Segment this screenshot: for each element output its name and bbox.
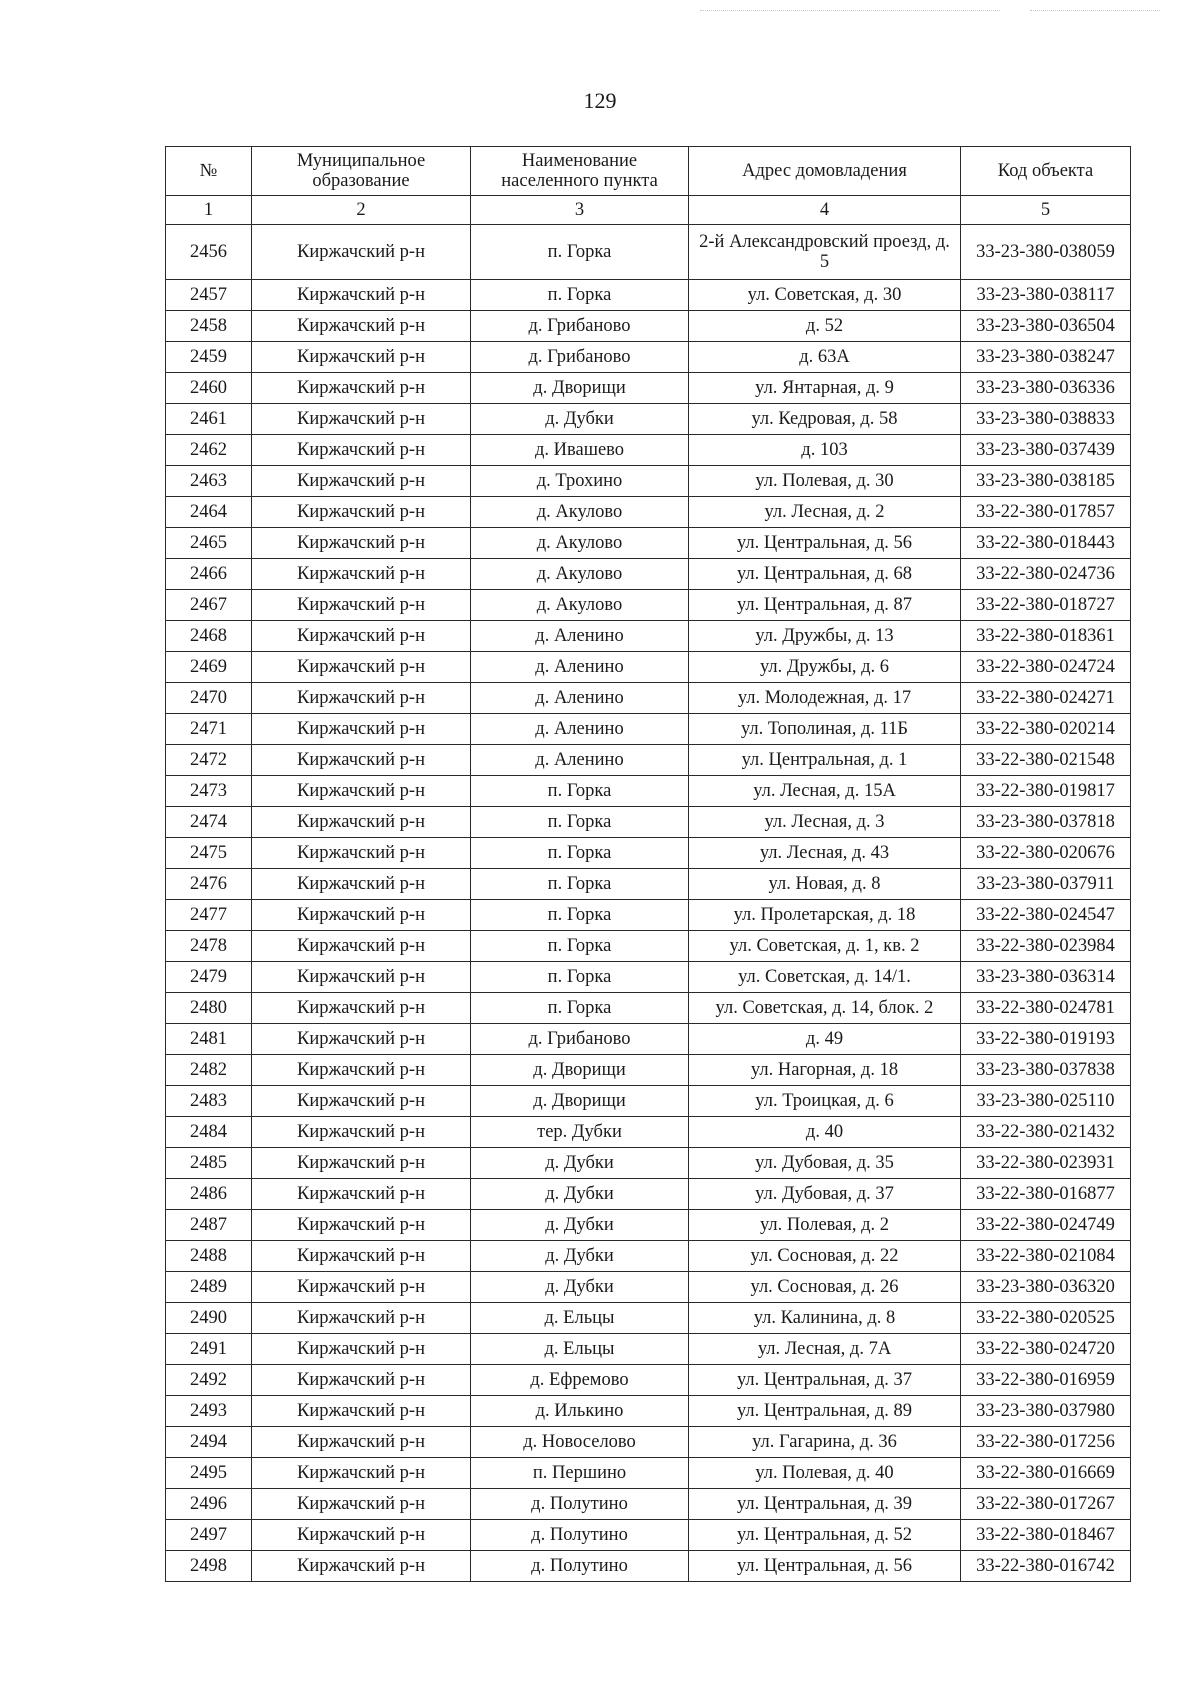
page-number: 129 (583, 88, 617, 113)
object-code-cell: 33-22-380-020676 (961, 838, 1131, 869)
row-number-cell: 2475 (166, 838, 252, 869)
settlement-cell: п. Горка (471, 225, 689, 280)
column-number-row (166, 196, 1131, 225)
settlement-cell: тер. Дубки (471, 1117, 689, 1148)
object-code-cell: 33-22-380-021084 (961, 1241, 1131, 1272)
municipality-cell: Киржачский р-н (252, 683, 471, 714)
settlement-cell: д. Грибаново (471, 311, 689, 342)
table-row (166, 1303, 1131, 1334)
municipality-cell: Киржачский р-н (252, 1365, 471, 1396)
address-cell: д. 103 (689, 435, 961, 466)
column-number: 5 (961, 196, 1131, 225)
table-row (166, 559, 1131, 590)
address-cell: ул. Дубовая, д. 37 (689, 1179, 961, 1210)
settlement-cell: п. Першино (471, 1458, 689, 1489)
table-row (166, 404, 1131, 435)
address-cell: ул. Лесная, д. 2 (689, 497, 961, 528)
settlement-cell: д. Трохино (471, 466, 689, 497)
object-code-cell: 33-22-380-016742 (961, 1551, 1131, 1582)
settlement-cell: д. Дворищи (471, 1055, 689, 1086)
scan-artifact-line (1030, 10, 1160, 11)
object-code-cell: 33-22-380-018361 (961, 621, 1131, 652)
settlement-cell: п. Горка (471, 931, 689, 962)
object-code-cell: 33-22-380-021548 (961, 745, 1131, 776)
table-row (166, 993, 1131, 1024)
object-code-cell: 33-22-380-019817 (961, 776, 1131, 807)
row-number-cell: 2465 (166, 528, 252, 559)
settlement-cell: д. Аленино (471, 745, 689, 776)
table-body (166, 225, 1131, 1582)
address-cell: ул. Сосновая, д. 22 (689, 1241, 961, 1272)
settlement-cell: д. Дубки (471, 1148, 689, 1179)
municipality-cell: Киржачский р-н (252, 559, 471, 590)
settlement-cell: п. Горка (471, 838, 689, 869)
object-code-cell: 33-23-380-038185 (961, 466, 1131, 497)
address-cell: ул. Молодежная, д. 17 (689, 683, 961, 714)
object-code-cell: 33-23-380-036504 (961, 311, 1131, 342)
row-number-cell: 2470 (166, 683, 252, 714)
row-number-cell: 2466 (166, 559, 252, 590)
row-number-cell: 2480 (166, 993, 252, 1024)
object-code-cell: 33-22-380-024749 (961, 1210, 1131, 1241)
address-cell: ул. Сосновая, д. 26 (689, 1272, 961, 1303)
address-cell: ул. Советская, д. 1, кв. 2 (689, 931, 961, 962)
object-code-cell: 33-23-380-037818 (961, 807, 1131, 838)
row-number-cell: 2476 (166, 869, 252, 900)
row-number-cell: 2469 (166, 652, 252, 683)
column-number: 1 (166, 196, 252, 225)
municipality-cell: Киржачский р-н (252, 1241, 471, 1272)
address-cell: ул. Советская, д. 14, блок. 2 (689, 993, 961, 1024)
address-cell: ул. Центральная, д. 52 (689, 1520, 961, 1551)
object-code-cell: 33-22-380-018727 (961, 590, 1131, 621)
settlement-cell: д. Полутино (471, 1551, 689, 1582)
scan-artifact-line (700, 10, 1000, 11)
object-code-cell: 33-23-380-036320 (961, 1272, 1131, 1303)
row-number-cell: 2481 (166, 1024, 252, 1055)
object-code-cell: 33-23-380-037439 (961, 435, 1131, 466)
address-cell: ул. Лесная, д. 43 (689, 838, 961, 869)
municipality-cell: Киржачский р-н (252, 869, 471, 900)
object-code-cell: 33-23-380-038117 (961, 280, 1131, 311)
settlement-cell: д. Дубки (471, 1179, 689, 1210)
municipality-cell: Киржачский р-н (252, 838, 471, 869)
settlement-cell: д. Дубки (471, 1210, 689, 1241)
settlement-cell: д. Полутино (471, 1489, 689, 1520)
row-number-cell: 2474 (166, 807, 252, 838)
object-code-cell: 33-23-380-037980 (961, 1396, 1131, 1427)
settlement-cell: д. Аленино (471, 683, 689, 714)
table-row (166, 807, 1131, 838)
address-cell: ул. Пролетарская, д. 18 (689, 900, 961, 931)
municipality-cell: Киржачский р-н (252, 1551, 471, 1582)
table-row (166, 652, 1131, 683)
row-number-cell: 2498 (166, 1551, 252, 1582)
settlement-cell: д. Дворищи (471, 373, 689, 404)
table-row (166, 714, 1131, 745)
settlement-cell: д. Ивашево (471, 435, 689, 466)
settlement-cell: д. Грибаново (471, 342, 689, 373)
settlement-cell: д. Акулово (471, 590, 689, 621)
object-code-cell: 33-22-380-024736 (961, 559, 1131, 590)
municipality-cell: Киржачский р-н (252, 225, 471, 280)
object-code-cell: 33-22-380-017857 (961, 497, 1131, 528)
settlement-cell: п. Горка (471, 962, 689, 993)
municipality-cell: Киржачский р-н (252, 373, 471, 404)
object-code-cell: 33-22-380-024271 (961, 683, 1131, 714)
row-number-cell: 2487 (166, 1210, 252, 1241)
row-number-cell: 2459 (166, 342, 252, 373)
row-number-cell: 2482 (166, 1055, 252, 1086)
address-cell: д. 40 (689, 1117, 961, 1148)
table-row (166, 1365, 1131, 1396)
municipality-cell: Киржачский р-н (252, 1303, 471, 1334)
settlement-cell: д. Полутино (471, 1520, 689, 1551)
address-cell: д. 63А (689, 342, 961, 373)
table-row (166, 1396, 1131, 1427)
table-row (166, 497, 1131, 528)
municipality-cell: Киржачский р-н (252, 900, 471, 931)
address-cell: ул. Центральная, д. 87 (689, 590, 961, 621)
address-cell: д. 52 (689, 311, 961, 342)
object-code-cell: 33-22-380-020214 (961, 714, 1131, 745)
address-cell: ул. Советская, д. 14/1. (689, 962, 961, 993)
settlement-cell: п. Горка (471, 869, 689, 900)
object-code-cell: 33-23-380-025110 (961, 1086, 1131, 1117)
municipality-cell: Киржачский р-н (252, 342, 471, 373)
header-object-code: Код объекта (961, 147, 1131, 196)
register-table (165, 146, 1131, 1582)
header-address: Адрес домовладения (689, 147, 961, 196)
table-row (166, 528, 1131, 559)
table-row (166, 280, 1131, 311)
municipality-cell: Киржачский р-н (252, 745, 471, 776)
municipality-cell: Киржачский р-н (252, 404, 471, 435)
settlement-cell: д. Акулово (471, 559, 689, 590)
object-code-cell: 33-22-380-023984 (961, 931, 1131, 962)
object-code-cell: 33-22-380-024781 (961, 993, 1131, 1024)
table-row (166, 1241, 1131, 1272)
row-number-cell: 2464 (166, 497, 252, 528)
municipality-cell: Киржачский р-н (252, 1179, 471, 1210)
object-code-cell: 33-22-380-016669 (961, 1458, 1131, 1489)
row-number-cell: 2460 (166, 373, 252, 404)
object-code-cell: 33-23-380-038247 (961, 342, 1131, 373)
settlement-cell: д. Ефремово (471, 1365, 689, 1396)
row-number-cell: 2463 (166, 466, 252, 497)
settlement-cell: д. Грибаново (471, 1024, 689, 1055)
row-number-cell: 2467 (166, 590, 252, 621)
address-cell: ул. Центральная, д. 56 (689, 528, 961, 559)
settlement-cell: д. Новоселово (471, 1427, 689, 1458)
municipality-cell: Киржачский р-н (252, 962, 471, 993)
settlement-cell: д. Ельцы (471, 1303, 689, 1334)
table-row (166, 745, 1131, 776)
municipality-cell: Киржачский р-н (252, 714, 471, 745)
settlement-cell: д. Аленино (471, 652, 689, 683)
table-header-row (166, 147, 1131, 196)
municipality-cell: Киржачский р-н (252, 497, 471, 528)
row-number-cell: 2491 (166, 1334, 252, 1365)
column-number: 3 (471, 196, 689, 225)
table-row (166, 1427, 1131, 1458)
address-cell: ул. Центральная, д. 1 (689, 745, 961, 776)
address-cell: ул. Дружбы, д. 13 (689, 621, 961, 652)
header-number: № (166, 147, 252, 196)
object-code-cell: 33-22-380-024724 (961, 652, 1131, 683)
object-code-cell: 33-23-380-038059 (961, 225, 1131, 280)
table-row (166, 838, 1131, 869)
settlement-cell: д. Дубки (471, 404, 689, 435)
row-number-cell: 2495 (166, 1458, 252, 1489)
settlement-cell: п. Горка (471, 900, 689, 931)
municipality-cell: Киржачский р-н (252, 1396, 471, 1427)
settlement-cell: д. Дубки (471, 1241, 689, 1272)
address-cell: ул. Нагорная, д. 18 (689, 1055, 961, 1086)
header-settlement: Наименование населенного пункта (471, 147, 689, 196)
table-row (166, 225, 1131, 280)
municipality-cell: Киржачский р-н (252, 590, 471, 621)
settlement-cell: п. Горка (471, 993, 689, 1024)
object-code-cell: 33-23-380-037911 (961, 869, 1131, 900)
header-municipality: Муниципальное образование (252, 147, 471, 196)
settlement-cell: д. Акулово (471, 528, 689, 559)
table-row (166, 1179, 1131, 1210)
settlement-cell: д. Илькино (471, 1396, 689, 1427)
row-number-cell: 2461 (166, 404, 252, 435)
row-number-cell: 2472 (166, 745, 252, 776)
municipality-cell: Киржачский р-н (252, 776, 471, 807)
settlement-cell: д. Дубки (471, 1272, 689, 1303)
address-cell: ул. Кедровая, д. 58 (689, 404, 961, 435)
address-cell: ул. Гагарина, д. 36 (689, 1427, 961, 1458)
address-cell: ул. Полевая, д. 40 (689, 1458, 961, 1489)
address-cell: ул. Дубовая, д. 35 (689, 1148, 961, 1179)
row-number-cell: 2488 (166, 1241, 252, 1272)
municipality-cell: Киржачский р-н (252, 466, 471, 497)
column-number: 4 (689, 196, 961, 225)
table-row (166, 1117, 1131, 1148)
address-cell: ул. Центральная, д. 89 (689, 1396, 961, 1427)
object-code-cell: 33-23-380-036314 (961, 962, 1131, 993)
settlement-cell: п. Горка (471, 776, 689, 807)
municipality-cell: Киржачский р-н (252, 1210, 471, 1241)
object-code-cell: 33-22-380-024720 (961, 1334, 1131, 1365)
address-cell: ул. Дружбы, д. 6 (689, 652, 961, 683)
municipality-cell: Киржачский р-н (252, 1055, 471, 1086)
object-code-cell: 33-22-380-016959 (961, 1365, 1131, 1396)
object-code-cell: 33-22-380-018467 (961, 1520, 1131, 1551)
object-code-cell: 33-22-380-024547 (961, 900, 1131, 931)
municipality-cell: Киржачский р-н (252, 621, 471, 652)
municipality-cell: Киржачский р-н (252, 1458, 471, 1489)
row-number-cell: 2457 (166, 280, 252, 311)
settlement-cell: д. Акулово (471, 497, 689, 528)
table-row (166, 621, 1131, 652)
address-cell: ул. Центральная, д. 37 (689, 1365, 961, 1396)
table-row (166, 1055, 1131, 1086)
row-number-cell: 2484 (166, 1117, 252, 1148)
row-number-cell: 2497 (166, 1520, 252, 1551)
row-number-cell: 2477 (166, 900, 252, 931)
table-row (166, 342, 1131, 373)
row-number-cell: 2468 (166, 621, 252, 652)
table-row (166, 311, 1131, 342)
row-number-cell: 2490 (166, 1303, 252, 1334)
address-cell: 2-й Александровский проезд, д. 5 (689, 225, 961, 280)
table-row (166, 1024, 1131, 1055)
row-number-cell: 2492 (166, 1365, 252, 1396)
table-row (166, 1489, 1131, 1520)
address-cell: ул. Троицкая, д. 6 (689, 1086, 961, 1117)
settlement-cell: д. Аленино (471, 621, 689, 652)
object-code-cell: 33-22-380-020525 (961, 1303, 1131, 1334)
row-number-cell: 2486 (166, 1179, 252, 1210)
row-number-cell: 2458 (166, 311, 252, 342)
address-cell: ул. Калинина, д. 8 (689, 1303, 961, 1334)
object-code-cell: 33-22-380-018443 (961, 528, 1131, 559)
table-row (166, 1272, 1131, 1303)
table-row (166, 373, 1131, 404)
column-number: 2 (252, 196, 471, 225)
row-number-cell: 2493 (166, 1396, 252, 1427)
row-number-cell: 2485 (166, 1148, 252, 1179)
table-row (166, 1458, 1131, 1489)
table-row (166, 435, 1131, 466)
object-code-cell: 33-22-380-023931 (961, 1148, 1131, 1179)
settlement-cell: п. Горка (471, 807, 689, 838)
table-row (166, 1551, 1131, 1582)
row-number-cell: 2462 (166, 435, 252, 466)
municipality-cell: Киржачский р-н (252, 1520, 471, 1551)
municipality-cell: Киржачский р-н (252, 435, 471, 466)
address-cell: д. 49 (689, 1024, 961, 1055)
address-cell: ул. Полевая, д. 2 (689, 1210, 961, 1241)
address-cell: ул. Полевая, д. 30 (689, 466, 961, 497)
municipality-cell: Киржачский р-н (252, 528, 471, 559)
table-row (166, 900, 1131, 931)
table-row (166, 1210, 1131, 1241)
table-row (166, 1520, 1131, 1551)
municipality-cell: Киржачский р-н (252, 652, 471, 683)
municipality-cell: Киржачский р-н (252, 1148, 471, 1179)
municipality-cell: Киржачский р-н (252, 1489, 471, 1520)
row-number-cell: 2473 (166, 776, 252, 807)
settlement-cell: д. Дворищи (471, 1086, 689, 1117)
municipality-cell: Киржачский р-н (252, 807, 471, 838)
municipality-cell: Киржачский р-н (252, 1427, 471, 1458)
table-row (166, 869, 1131, 900)
address-cell: ул. Лесная, д. 15А (689, 776, 961, 807)
address-cell: ул. Центральная, д. 39 (689, 1489, 961, 1520)
table-row (166, 683, 1131, 714)
address-cell: ул. Центральная, д. 56 (689, 1551, 961, 1582)
municipality-cell: Киржачский р-н (252, 993, 471, 1024)
table-row (166, 931, 1131, 962)
municipality-cell: Киржачский р-н (252, 1272, 471, 1303)
object-code-cell: 33-23-380-036336 (961, 373, 1131, 404)
table-row (166, 590, 1131, 621)
address-cell: ул. Лесная, д. 3 (689, 807, 961, 838)
row-number-cell: 2494 (166, 1427, 252, 1458)
municipality-cell: Киржачский р-н (252, 1086, 471, 1117)
row-number-cell: 2483 (166, 1086, 252, 1117)
row-number-cell: 2456 (166, 225, 252, 280)
settlement-cell: д. Ельцы (471, 1334, 689, 1365)
address-cell: ул. Центральная, д. 68 (689, 559, 961, 590)
object-code-cell: 33-23-380-038833 (961, 404, 1131, 435)
municipality-cell: Киржачский р-н (252, 931, 471, 962)
object-code-cell: 33-22-380-017267 (961, 1489, 1131, 1520)
address-cell: ул. Янтарная, д. 9 (689, 373, 961, 404)
row-number-cell: 2478 (166, 931, 252, 962)
object-code-cell: 33-23-380-037838 (961, 1055, 1131, 1086)
table-row (166, 776, 1131, 807)
object-code-cell: 33-22-380-019193 (961, 1024, 1131, 1055)
address-cell: ул. Лесная, д. 7А (689, 1334, 961, 1365)
object-code-cell: 33-22-380-017256 (961, 1427, 1131, 1458)
settlement-cell: д. Аленино (471, 714, 689, 745)
settlement-cell: п. Горка (471, 280, 689, 311)
object-code-cell: 33-22-380-016877 (961, 1179, 1131, 1210)
table-row (166, 1148, 1131, 1179)
row-number-cell: 2496 (166, 1489, 252, 1520)
municipality-cell: Киржачский р-н (252, 1024, 471, 1055)
row-number-cell: 2471 (166, 714, 252, 745)
municipality-cell: Киржачский р-н (252, 280, 471, 311)
municipality-cell: Киржачский р-н (252, 311, 471, 342)
table-row (166, 962, 1131, 993)
address-cell: ул. Советская, д. 30 (689, 280, 961, 311)
municipality-cell: Киржачский р-н (252, 1334, 471, 1365)
table-row (166, 1334, 1131, 1365)
row-number-cell: 2479 (166, 962, 252, 993)
address-cell: ул. Новая, д. 8 (689, 869, 961, 900)
table-row (166, 466, 1131, 497)
address-cell: ул. Тополиная, д. 11Б (689, 714, 961, 745)
row-number-cell: 2489 (166, 1272, 252, 1303)
object-code-cell: 33-22-380-021432 (961, 1117, 1131, 1148)
municipality-cell: Киржачский р-н (252, 1117, 471, 1148)
table-row (166, 1086, 1131, 1117)
